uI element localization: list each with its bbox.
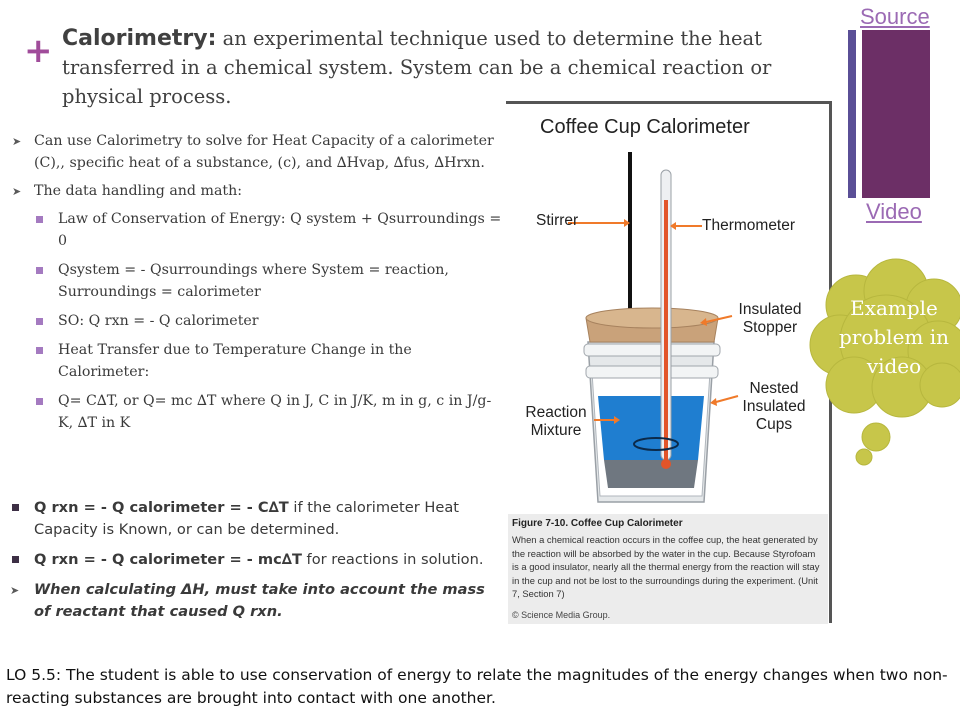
lower-bullet-item xyxy=(10,497,490,541)
caption-credit: © Science Media Group. xyxy=(512,610,611,620)
cup-rim xyxy=(584,344,720,356)
source-link[interactable]: Source xyxy=(860,4,930,29)
sub-bullet-text: Heat Transfer due to Temperature Change in the Calorimeter: xyxy=(58,342,412,380)
cup-bottom xyxy=(604,460,698,488)
square-bullet-icon xyxy=(36,398,43,405)
bullet-text: Can use Calorimetry to solve for Heat Capacity of a calorimeter (C),, specific heat of a substance, (c), and ∆Hvap, ∆fus, ∆Hrxn. xyxy=(34,133,494,171)
arrow-bullet-icon: ➤ xyxy=(10,584,20,597)
slide-title xyxy=(62,24,802,111)
sub-bullet-item xyxy=(10,208,505,252)
caption-title: Figure 7-10. Coffee Cup Calorimeter xyxy=(512,518,683,529)
square-bullet-icon xyxy=(36,347,43,354)
learning-objective: LO 5.5: The student is able to use conservation of energy to relate the magnitudes of the energy changes when two non-reacting substances are brought into contact with one another. xyxy=(6,666,948,707)
sub-bullet-item xyxy=(10,390,505,434)
equation-bold: Q rxn = - Q calorimeter = - mc∆T xyxy=(34,551,302,568)
equation-note: for reactions in solution. xyxy=(301,551,484,568)
label-stopper: Insulated Stopper xyxy=(738,301,802,336)
stopper-top xyxy=(586,308,718,328)
video-thumbnail[interactable] xyxy=(862,30,930,198)
delta-h-note: When calculating ΔH, must take into account the mass of reactant that caused Q rxn. xyxy=(34,581,485,620)
square-bullet-icon xyxy=(36,267,43,274)
sub-bullet-text: Qsystem = - Qsurroundings where System = reaction, Surroundings = calorimeter xyxy=(58,262,449,300)
equation-note: if the calorimeter Heat Capacity is Known, or can be determined. xyxy=(34,499,459,538)
lower-bullet-item xyxy=(10,549,490,571)
video-link[interactable]: Video xyxy=(866,199,922,224)
calorimeter-figure xyxy=(506,101,832,623)
plus-icon: + xyxy=(24,31,53,71)
thermometer-bulb xyxy=(661,459,671,469)
label-mixture: Reaction Mixture xyxy=(525,404,587,439)
bullet-list xyxy=(10,130,505,441)
sub-bullet-text: Q= C∆T, or Q= mc ∆T where Q in J, C in J/K, m in g, c in J/g-K, ∆T in K xyxy=(58,393,492,431)
lower-bullet-item xyxy=(10,579,490,623)
cup-rim xyxy=(586,366,718,378)
figure-title: Coffee Cup Calorimeter xyxy=(540,116,750,138)
label-thermometer: Thermometer xyxy=(702,217,796,234)
title-term: Calorimetry: xyxy=(62,26,217,51)
title-definition: an experimental technique used to determine the heat transferred in a chemical system. System can be a chemical reaction or physical process. xyxy=(62,27,772,108)
caption-body: When a chemical reaction occurs in the coffee cup, the heat generated by the reaction will be absorbed by the water in the cup. Because Styrofoam is a good insulator, nearly all the thermal energy from the reaction will stay in the cup and not be lost to the surroundings during the experiment. (Unit 7, Section 7) xyxy=(512,534,820,599)
bullet-text: The data handling and math: xyxy=(34,183,243,199)
bullet-item xyxy=(10,130,505,174)
cloud-text: Example problem in video xyxy=(838,296,950,378)
arrow-bullet-icon: ➤ xyxy=(12,185,22,198)
bullet-item xyxy=(10,180,505,202)
equation-bold: Q rxn = - Q calorimeter = - C∆T xyxy=(34,499,289,516)
label-cups: Nested Insulated Cups xyxy=(742,380,806,433)
sub-bullet-item xyxy=(10,339,505,383)
sub-bullet-item xyxy=(10,259,505,303)
figure-caption xyxy=(508,514,828,624)
sub-bullet-text: SO: Q rxn = - Q calorimeter xyxy=(58,313,259,329)
sub-bullet-item xyxy=(10,310,505,332)
square-bullet-icon xyxy=(12,556,19,563)
square-bullet-icon xyxy=(12,504,19,511)
accent-bar xyxy=(848,30,856,198)
square-bullet-icon xyxy=(36,318,43,325)
sub-bullet-text: Law of Conservation of Energy: Q system + Qsurroundings = 0 xyxy=(58,211,502,249)
thermometer-mercury xyxy=(664,200,668,462)
lower-bullet-list xyxy=(10,497,490,631)
square-bullet-icon xyxy=(36,216,43,223)
arrow-bullet-icon: ➤ xyxy=(12,135,22,148)
label-stirrer: Stirrer xyxy=(536,212,579,229)
